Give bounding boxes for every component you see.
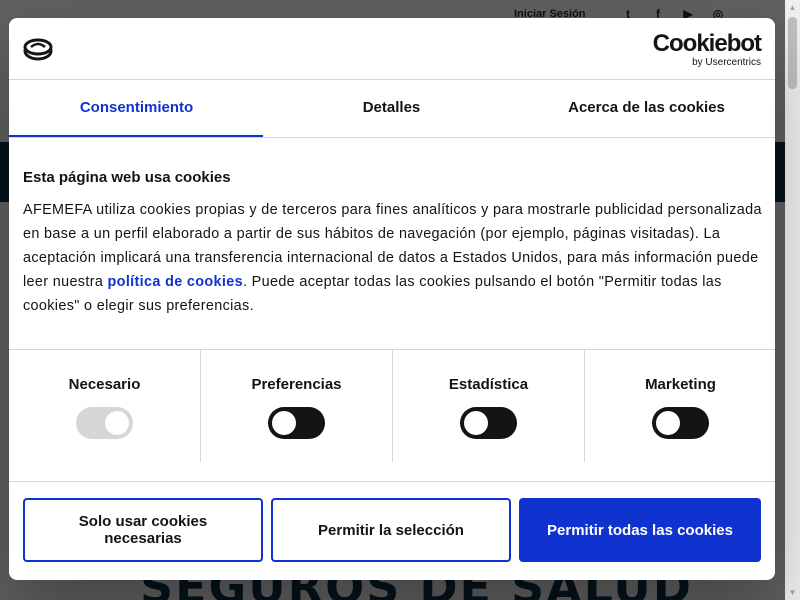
category-label: Necesario	[68, 376, 141, 393]
toggle-knob	[656, 411, 680, 435]
category-statistics	[392, 350, 584, 462]
category-necessary	[9, 350, 200, 462]
brand-name: Cookiebot	[652, 30, 761, 57]
cookiebot-brand-logo[interactable]	[653, 31, 761, 68]
category-label: Marketing	[645, 376, 716, 393]
category-preferences	[200, 350, 392, 462]
consent-content	[23, 167, 763, 318]
description-text-start: AFEMEFA utiliza cookies propias y de terceros para fines analíticos y para mostrarle publicidad personalizada en base a un perfil elaborado a partir de sus hábitos de navegación (por ejemplo, páginas visitadas). La aceptación implicará una transferencia internacional de datos a Estados Unidos, para más información puede leer nuestra	[23, 202, 762, 290]
cookie-category-toggles	[9, 349, 775, 462]
allow-selection-button[interactable]: Permitir la selección	[271, 498, 511, 562]
dialog-header	[9, 18, 775, 80]
page-scrollbar[interactable]	[785, 0, 800, 600]
preferences-toggle[interactable]	[268, 407, 325, 439]
brand-sub: by Usercentrics	[692, 57, 761, 68]
toggle-knob	[464, 411, 488, 435]
tab-about-cookies[interactable]: Acerca de las cookies	[568, 99, 725, 116]
marketing-toggle[interactable]	[652, 407, 709, 439]
dialog-tabs	[9, 80, 775, 138]
allow-all-button[interactable]: Permitir todas las cookies	[519, 498, 761, 562]
description-text-end: . Puede aceptar todas las cookies pulsando el botón "Permitir todas las cookies" o elegir sus preferencias.	[23, 274, 722, 314]
category-label: Preferencias	[251, 376, 342, 393]
toggle-knob	[105, 411, 129, 435]
toggle-knob	[272, 411, 296, 435]
cookie-logo-icon	[23, 37, 53, 61]
necessary-only-button[interactable]: Solo usar cookies necesarias	[23, 498, 263, 562]
category-marketing	[584, 350, 775, 462]
scroll-up-arrow-icon[interactable]: ▲	[788, 3, 797, 12]
scrollbar-thumb[interactable]	[788, 17, 797, 89]
statistics-toggle[interactable]	[460, 407, 517, 439]
consent-description	[23, 198, 763, 318]
tab-details[interactable]: Detalles	[362, 99, 421, 116]
scroll-down-arrow-icon[interactable]: ▼	[788, 588, 797, 597]
necessary-toggle	[76, 407, 133, 439]
category-label: Estadística	[448, 376, 529, 393]
cookie-consent-dialog	[9, 18, 775, 580]
consent-heading: Esta página web usa cookies	[23, 169, 231, 186]
dialog-footer	[9, 481, 775, 580]
cookie-policy-link[interactable]: política de cookies	[107, 274, 243, 290]
tab-consent[interactable]: Consentimiento	[9, 80, 264, 137]
